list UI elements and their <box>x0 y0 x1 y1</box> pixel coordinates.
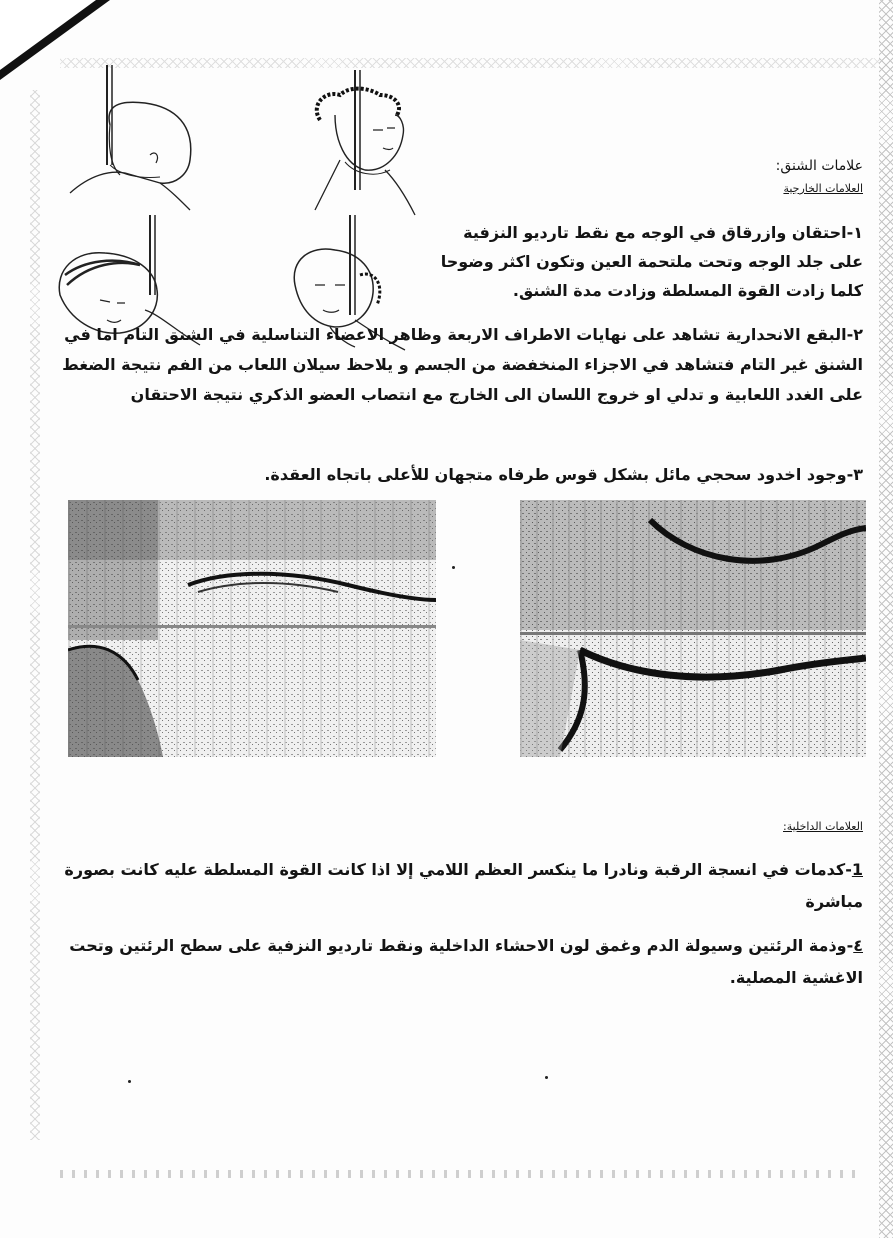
external-sign-2 <box>33 320 863 410</box>
page-border-left <box>30 90 40 1140</box>
item-text: -احتقان وازرقاق في الوجه مع نقط تارديو النزفية على جلد الوجه وتحت ملتحمة العين وتكون اكثر وضوحا كلما زادت القوة المسلطة وزادت مدة الشنق. <box>440 223 863 300</box>
page-border-right <box>879 0 893 1238</box>
item-text: -وجود اخدود سحجي مائل بشكل قوس طرفاه متجهان للأعلى باتجاه العقدة. <box>264 465 854 484</box>
sketch-back-of-head <box>50 65 210 215</box>
photo-ligature-mark-right <box>520 500 866 757</box>
photo-right-image <box>520 500 866 757</box>
scan-speck <box>545 1076 548 1079</box>
external-sign-1 <box>433 218 863 305</box>
internal-sign-1 <box>53 854 863 918</box>
item-number: ٤ <box>853 936 863 955</box>
page-border-bottom <box>60 1170 860 1178</box>
photo-left-image <box>68 500 436 757</box>
item-text: -كدمات في انسجة الرقبة ونادرا ما ينكسر العظم اللامي إلا اذا كانت القوة المسلطة عليه كانت بصورة مباشرة <box>64 860 863 911</box>
item-text: -وذمة الرئتين وسيولة الدم وغمق لون الاحشاء الداخلية ونقط تارديو النزفية على سطح الرئتين وتحت الاغشية المصلية. <box>69 936 863 987</box>
item-number: ١ <box>853 223 863 242</box>
internal-signs-heading: العلامات الداخلية: <box>783 820 863 833</box>
page-title: علامات الشنق: <box>775 158 863 174</box>
photo-ligature-mark-left <box>68 500 436 757</box>
item-number: 1 <box>851 860 863 879</box>
hanging-sketches <box>40 65 430 355</box>
scan-speck <box>128 1080 131 1083</box>
internal-sign-2 <box>53 930 863 994</box>
external-signs-heading: العلامات الخارجية <box>783 182 863 195</box>
scan-speck <box>452 566 455 569</box>
folded-corner-inner <box>0 0 96 70</box>
item-number: ٢ <box>853 325 863 344</box>
external-sign-3 <box>33 460 863 489</box>
sketch-curly-hair-face <box>295 70 425 220</box>
item-number: ٣ <box>853 465 863 484</box>
item-text: -البقع الانحدارية تشاهد على نهايات الاطراف الاربعة وظاهر الاعضاء التناسلية في الشنق التام اما في الشنق غير التام فتشاهد في الاجزاء المنخفضة من الجسم و يلاحظ سيلان اللعاب من الفم نتيجة الضغط على الغدد اللعابية و تدلي او خروج اللسان الى الخارج مع انتصاب العضو الذكري نتيجة الاحتقان <box>62 325 863 404</box>
